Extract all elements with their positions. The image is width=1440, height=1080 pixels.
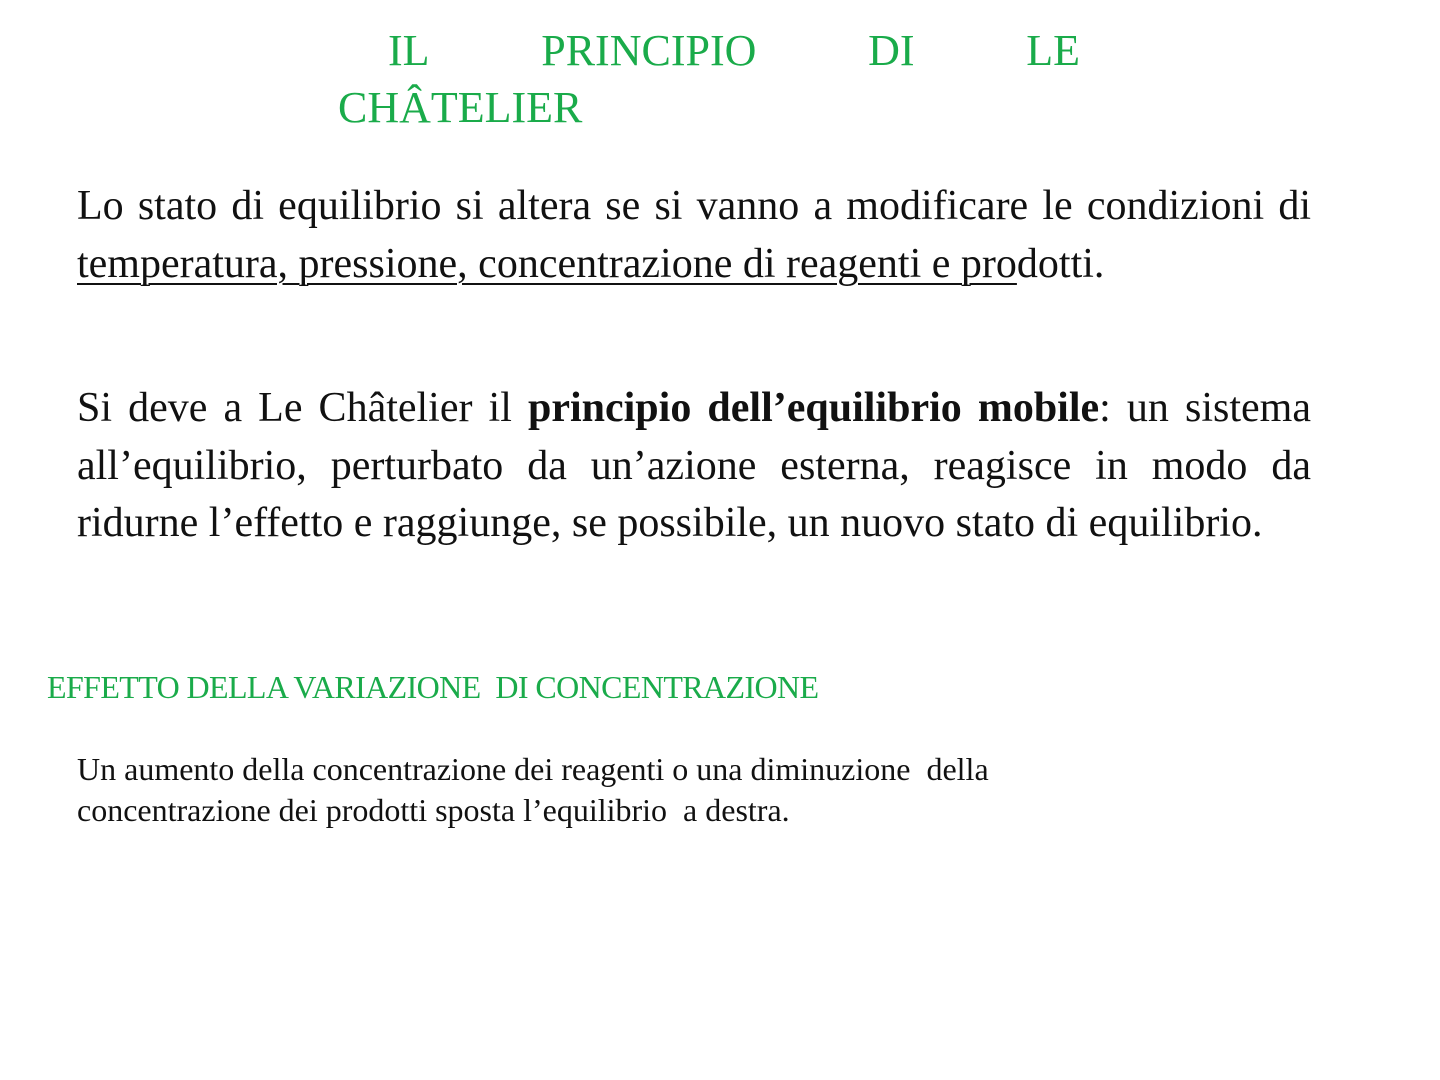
paragraph2-principle-term: principio dell’equilibrio mobile xyxy=(527,385,1100,431)
paragraph2-lead: Si deve a Le Châtelier il xyxy=(77,385,528,431)
title-line-1 xyxy=(338,22,1088,79)
title-word-principio: PRINCIPIO xyxy=(541,26,757,75)
paragraph1-lead: Lo stato di equilibrio si altera se si vanno a modificare le condizioni di xyxy=(77,183,1311,229)
concentration-effect-line-2: concentrazione dei prodotti sposta l’equilibrio a destra. xyxy=(77,792,790,828)
paragraph1-tail: dotti. xyxy=(1016,240,1105,287)
section-heading-concentration: EFFETTO DELLA VARIAZIONE DI CONCENTRAZIONE xyxy=(47,669,819,705)
paragraph-equilibrium-conditions xyxy=(77,178,1311,293)
title-word-le: LE xyxy=(1026,26,1080,75)
paragraph1-underlined-conditions: temperatura, pressione, concentrazione di reagenti e pro xyxy=(77,240,1017,287)
title-word-di: DI xyxy=(868,26,915,75)
title-line-2: CHÂTELIER xyxy=(338,83,583,132)
page-title xyxy=(338,22,1088,136)
concentration-effect-line-1: Un aumento della concentrazione dei reagenti o una diminuzione della xyxy=(77,751,989,787)
paragraph2-tail: : un sistema all’equilibrio, perturbato da un’azione esterna, reagisce in modo da ridurne l’effetto e raggiunge, se possibile, un nuovo stato di equilibrio. xyxy=(77,385,1311,546)
paragraph-le-chatelier-principle xyxy=(77,380,1311,553)
concentration-effect-text xyxy=(77,749,1177,831)
title-word-il: IL xyxy=(388,26,430,75)
